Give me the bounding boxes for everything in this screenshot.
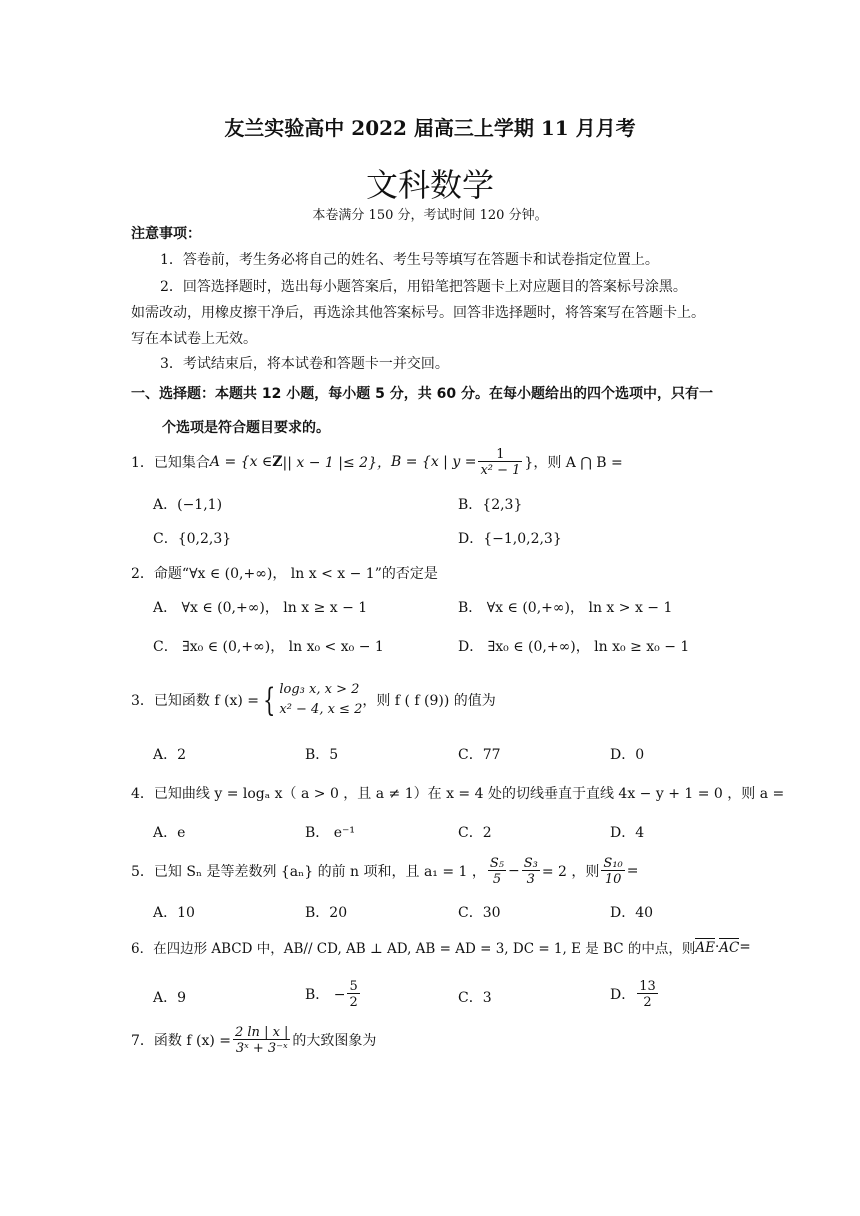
- question-5: [131, 852, 639, 890]
- set-b: B = {x | y =: [391, 454, 477, 470]
- fraction: [478, 448, 522, 477]
- fraction: [637, 980, 658, 1009]
- fraction-s5: [488, 857, 506, 886]
- q1-option-c: C．{0,2,3}: [153, 531, 232, 547]
- notice-item-1: 1．答卷前，考生务必将自己的姓名、考生号等填写在答题卡和试卷指定位置上。: [160, 252, 659, 268]
- numerator: S₁₀: [603, 855, 623, 871]
- numerator: S₃: [523, 855, 538, 871]
- case-1: log₃ x, x > 2: [279, 682, 360, 697]
- question-text-end: =: [739, 939, 751, 955]
- case-2: x² − 4, x ≤ 2: [279, 702, 363, 717]
- exam-title: 友兰实验高中 2022 届高三上学期 11 月月考: [224, 116, 636, 140]
- q2-option-c: C． ∃x₀ ∈ (0,+∞)， ln x₀ < x₀ − 1: [153, 639, 384, 655]
- denominator: 10: [601, 870, 624, 886]
- q5-option-a: A．10: [153, 905, 195, 921]
- q5-option-d: D．40: [610, 905, 654, 921]
- question-6: [131, 936, 751, 958]
- question-text: 已知集合: [153, 455, 210, 471]
- q2-option-a: A． ∀x ∈ (0,+∞)， ln x ≥ x − 1: [153, 600, 368, 616]
- notice-heading: 注意事项：: [131, 226, 201, 242]
- fraction: [347, 980, 359, 1009]
- q6-option-c: C．3: [458, 990, 492, 1006]
- fraction-s10: [601, 857, 624, 886]
- question-number: 1．: [131, 455, 154, 471]
- question-text-end: 的大致图象为: [292, 1033, 377, 1049]
- fraction: [233, 1026, 290, 1055]
- minus-sign: −: [508, 863, 520, 879]
- question-text: 3．已知函数 f (x) =: [131, 693, 259, 709]
- numerator: 13: [639, 978, 656, 994]
- question-2: 2．命题“∀x ∈ (0,+∞)， ln x < x − 1”的否定是: [131, 566, 438, 582]
- question-text: 6．在四边形 ABCD 中，AB// CD, AB ⊥ AD, AB = AD = 3, DC = 1, E 是 BC 的中点，则: [131, 941, 696, 957]
- question-text-end: ，则 f ( f (9)) 的值为: [362, 693, 496, 709]
- subject-title: 文科数学: [365, 166, 494, 204]
- question-3: [131, 676, 496, 724]
- section-heading-line-1: 一、选择题：本题共 12 小题，每小题 5 分，共 60 分。在每小题给出的四个选项中，只有一: [131, 386, 713, 402]
- q2-option-b: B． ∀x ∈ (0,+∞)， ln x > x − 1: [458, 600, 673, 616]
- denominator: 5: [488, 870, 506, 886]
- question-text-end: }，则 A ⋂ B =: [524, 455, 623, 471]
- notice-item-2-line-3: 写在本试卷上无效。: [131, 331, 257, 347]
- question-text-end: =: [626, 863, 639, 879]
- notice-item-2-line-1: 2．回答选择题时，选出每小题答案后，用铅笔把答题卡上对应题目的答案标号涂黑。: [160, 279, 687, 295]
- q5-option-b: B．20: [305, 905, 348, 921]
- vector-ae: AE: [695, 940, 715, 956]
- option-label: B． −: [305, 987, 346, 1003]
- question-4: 4．已知曲线 y = logₐ x（ a > 0 ，且 a ≠ 1）在 x = 4 处的切线垂直于直线 4x − y + 1 = 0 ，则 a =: [131, 786, 785, 802]
- denominator: 2: [637, 993, 658, 1009]
- question-1: [131, 444, 623, 480]
- integer-symbol: Z: [272, 454, 283, 470]
- numerator: 1: [496, 446, 505, 462]
- q3-option-d: D．0: [610, 747, 645, 763]
- q1-option-d: D．{−1,0,2,3}: [458, 531, 562, 547]
- question-7: [131, 1020, 376, 1060]
- exam-subtitle: 本卷满分 150 分，考试时间 120 分钟。: [312, 208, 548, 223]
- notice-item-2-line-2: 如需改动，用橡皮擦干净后，再选涂其他答案标号。回答非选择题时，将答案写在答题卡上。: [131, 305, 705, 321]
- fraction-s3: [522, 857, 540, 886]
- q1-option-b: B．{2,3}: [458, 497, 523, 513]
- section-heading-line-2: 个选项是符合题目要求的。: [162, 420, 330, 436]
- question-text: 5．已知 Sₙ 是等差数列 {aₙ} 的前 n 项和，且 a₁ = 1 ，: [131, 864, 486, 880]
- q2-option-d: D． ∃x₀ ∈ (0,+∞)， ln x₀ ≥ x₀ − 1: [458, 639, 690, 655]
- denominator: 2: [349, 994, 358, 1010]
- q1-option-a: A．(−1,1): [153, 497, 223, 513]
- denominator: 3: [522, 870, 540, 886]
- set-a: A = {x ∈: [209, 454, 273, 470]
- q3-option-c: C．77: [458, 747, 501, 763]
- question-text: 7．函数 f (x) =: [131, 1033, 231, 1049]
- denominator: x² − 1: [480, 462, 521, 478]
- piecewise-cases: [279, 680, 362, 720]
- numerator: 2 ln | x |: [235, 1024, 289, 1040]
- vector-ac: AC: [719, 940, 740, 956]
- q4-option-a: A．e: [153, 825, 186, 841]
- q3-option-b: B．5: [305, 747, 339, 763]
- question-text-mid: = 2 ，则: [541, 864, 600, 880]
- q3-option-a: A．2: [153, 747, 187, 763]
- left-brace: {: [263, 681, 276, 719]
- q5-option-c: C．30: [458, 905, 501, 921]
- q6-option-a: A．9: [153, 990, 187, 1006]
- q6-option-b: [305, 975, 362, 1013]
- q4-option-b: B． e⁻¹: [305, 825, 356, 841]
- option-label: D．: [610, 987, 636, 1003]
- denominator: 3ˣ + 3⁻ˣ: [233, 1039, 290, 1055]
- dot-operator: ·: [714, 939, 720, 955]
- q6-option-d: [610, 975, 660, 1013]
- numerator: S₅: [489, 855, 505, 871]
- q4-option-d: D．4: [610, 825, 645, 841]
- notice-item-3: 3．考试结束后，将本试卷和答题卡一并交回。: [160, 356, 449, 372]
- q4-option-c: C．2: [458, 825, 492, 841]
- set-a-condition: || x − 1 |≤ 2}，: [282, 455, 391, 471]
- numerator: 5: [349, 978, 358, 994]
